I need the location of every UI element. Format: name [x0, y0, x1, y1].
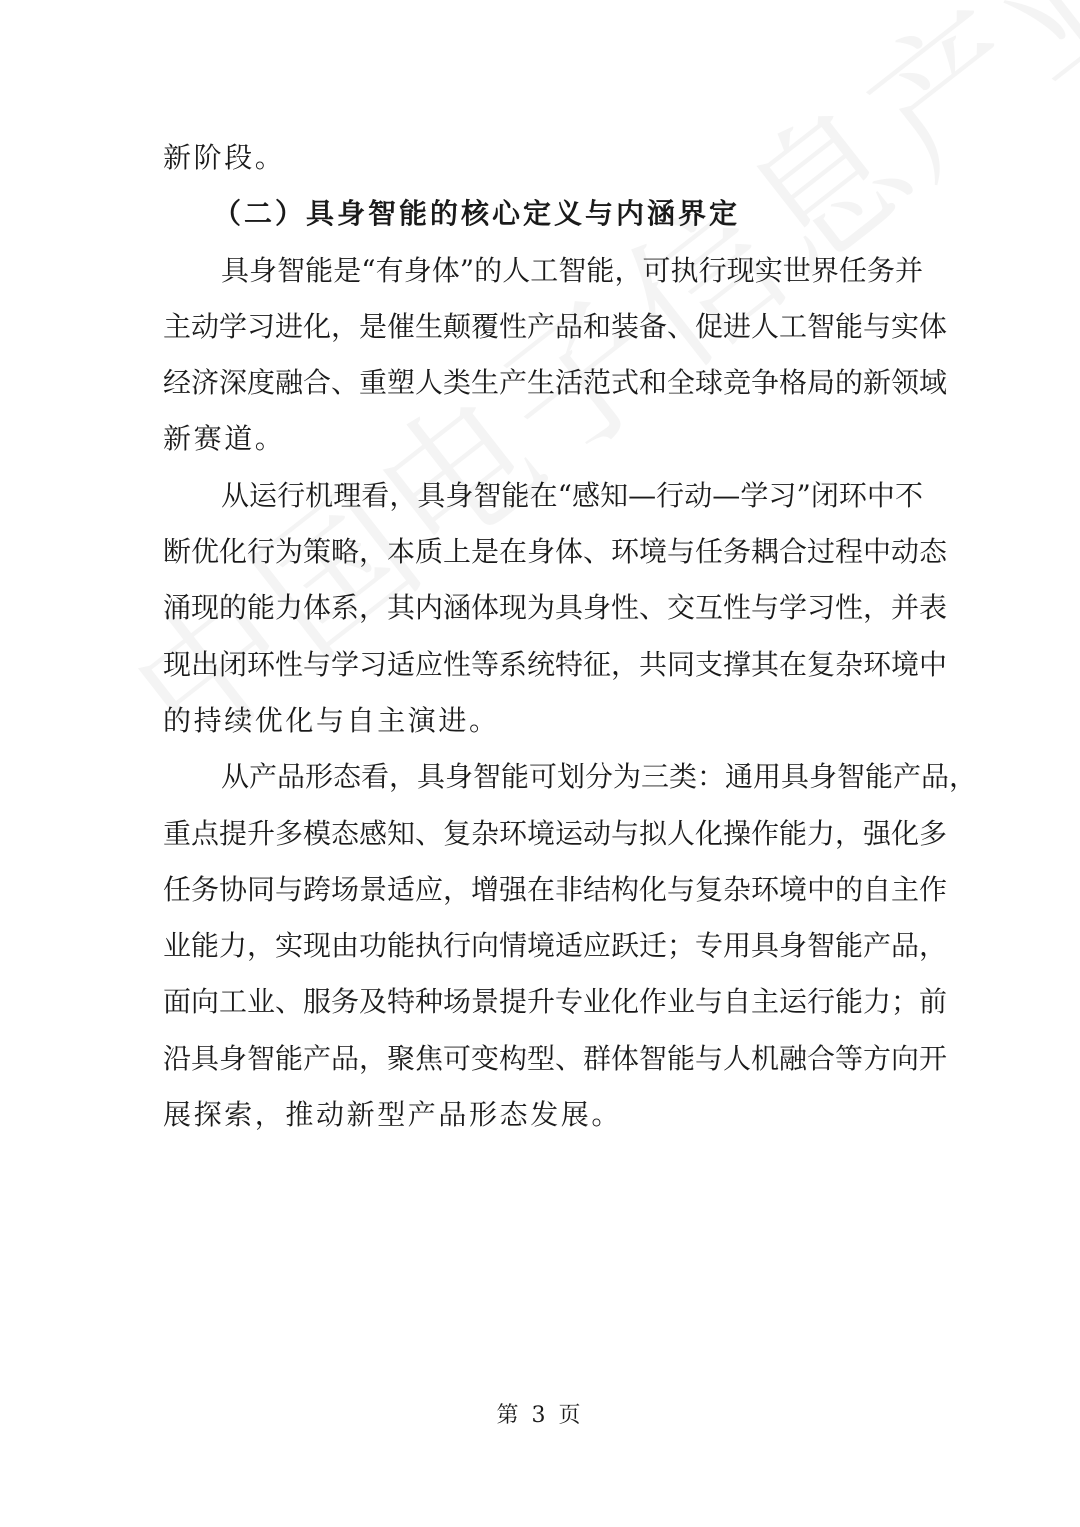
text-line: 主动学习进化，是催生颠覆性产品和装备、促进人工智能与实体	[163, 309, 948, 343]
text-line: 任务协同与跨场景适应，增强在非结构化与复杂环境中的自主作	[163, 872, 948, 906]
text-line: 断优化行为策略，本质上是在身体、环境与任务耦合过程中动态	[163, 535, 948, 569]
section-heading: （二）具身智能的核心定义与内涵界定	[213, 197, 741, 231]
text-line: 业能力，实现由功能执行向情境适应跃迁；专用具身智能产品，	[163, 929, 948, 963]
text-line: 现出闭环性与学习适应性等系统特征，共同支撑其在复杂环境中	[163, 647, 948, 681]
text-line: 新阶段。	[163, 141, 286, 174]
text-line: 沿具身智能产品，聚焦可变构型、群体智能与人机融合等方向开	[163, 1041, 948, 1075]
text-line: 经济深度融合、重塑人类生产生活范式和全球竞争格局的新领域	[163, 366, 948, 400]
text-line: 从运行机理看，具身智能在“感知—行动—学习”闭环中不	[221, 478, 923, 512]
text-line: 新赛道。	[163, 422, 286, 456]
text-line: 具身智能是“有身体”的人工智能，可执行现实世界任务并	[221, 253, 923, 287]
text-line: 重点提升多模态感知、复杂环境运动与拟人化操作能力，强化多	[163, 816, 948, 850]
page-number: 第 3 页	[496, 1403, 584, 1428]
text-line: 展探索，推动新型产品形态发展。	[163, 1098, 623, 1132]
text-line: 涌现的能力体系，其内涵体现为具身性、交互性与学习性，并表	[163, 591, 948, 625]
page-body	[163, 130, 978, 1143]
text-line: 面向工业、服务及特种场景提升专业化作业与自主运行能力；前	[163, 985, 948, 1019]
text-line: 的持续优化与自主演进。	[163, 703, 500, 737]
text-line: 从产品形态看，具身智能可划分为三类：通用具身智能产品，	[221, 760, 978, 794]
